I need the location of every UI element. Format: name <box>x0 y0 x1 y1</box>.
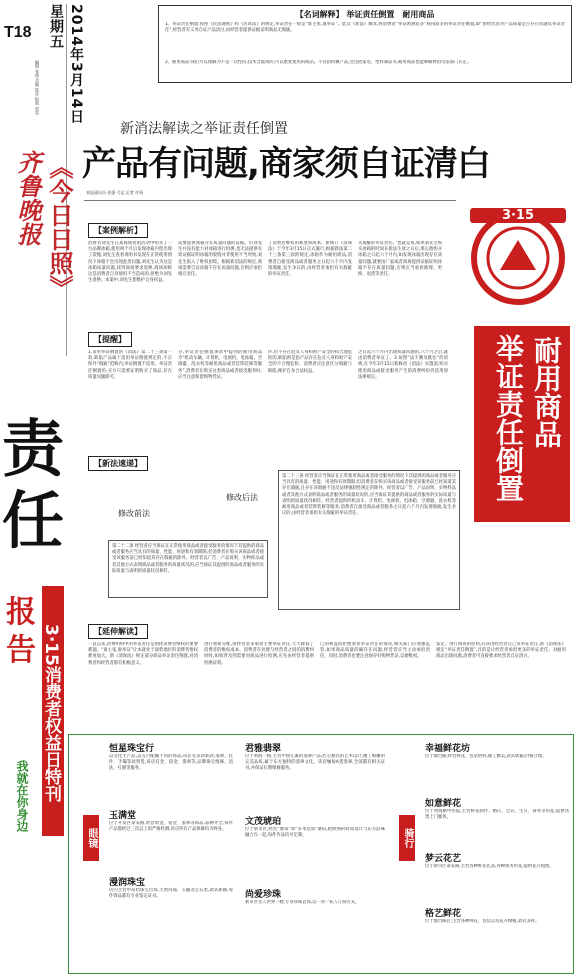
tag-glasses: 眼镜 <box>83 815 99 861</box>
headline-byline: 本报通讯员 张强 弓弘 记者 许妍 <box>86 190 144 195</box>
shop-10-name: 格艺鲜花 <box>425 909 462 919</box>
headline-rule <box>84 200 456 201</box>
ads-col-b <box>245 739 385 936</box>
section-reminder-label: 【提醒】 <box>88 332 132 347</box>
newspaper-brand: 齐鲁晚报 <box>13 150 42 246</box>
headline-kicker: 新消法解读之举证责任倒置 <box>120 121 288 137</box>
shop-10-text: 位于烟台路店,主营各种鲜花、包装以及花卉绿植,款式多样。 <box>425 919 540 924</box>
theme-banner <box>474 326 570 522</box>
shop-5-name: 文茂琥珀 <box>245 817 282 827</box>
reminder-col-1: 1.适用举证倒置的《消法》第二十三条第一款,缺陷产品属于适用举证倒置规定的,不在保外“瑕疵”范畴内,举证倒置不适用。举证责任倒置的,买方只需要证明购买了商品,存在质量问题即可。 <box>88 350 172 380</box>
case-col-4: 关瑕疵的举证责任。”也就是说,如果刘先生购买冰箱的时间在新法生效之日后,那么他购买冰箱之日起六个月内,如发现冰箱出现存在质量问题,就要由厂家或者商场提供证据证明冰箱不存在质量问题,否则应当承担修理、更换、退货等责任。 <box>358 241 442 278</box>
logo-315-text: 3·15 <box>470 208 566 223</box>
shop-4-text: 位于黄海一路,主营中国元素的翡翠产品,匠心独具的艺术设计,精工细雕的完美品质,属于东方独特的翡翠文化。该店缅甸A货翡翠,全部都有相关证书,并保证长期维修服务。 <box>245 754 385 772</box>
definition-para-1: 1、举证责任倒置:按照《民法通则》和《民诉法》的规定,举证责任一般是“谁主张,谁举证”。此次《新法》修改,将消费者“举证困难较多”耗钱较多的举证责任倒置,即“由经营者对产品质量是否存在问题负举证责任”,经营者有义务自证产品清白,由经营者提供证据证明商品无瑕疵。 <box>165 22 565 34</box>
before-law-box: 第二十二条 经营者应当保证在正常使用商品或者接受服务的情况下其提供的商品或者服务应当具有的质量、性能、用途和有效期限;但消费者在购买该商品或者接受该服务前已经知道其存在瑕疵的除外。经营者以广告、产品说明、实物样品或者其他方式表明商品或者服务的质量状况的,应当保证其提供的商品或者服务的实际质量与表明的质量状况相符。 <box>108 540 268 598</box>
label-after-law: 修改后法 <box>226 493 258 502</box>
shop-7-name: 幸福鲜花坊 <box>425 744 471 754</box>
special-title-3: 报 <box>6 595 36 630</box>
extended-col-4: 鉴定、进行调查的原则,应该由经营者自己负举证责任,新《消保法》规定“举证责任倒置”,目的是让经营者承担更多的举证责任。对耐用商品出现问题,消费者可直接要求经营者自证清白。 <box>436 642 566 660</box>
ads-col-a <box>109 739 233 932</box>
shop-2-name: 玉满堂 <box>109 811 137 821</box>
shop-1-name: 恒星珠宝行 <box>109 744 155 754</box>
ads-col-c <box>425 739 569 951</box>
special-edition-bar: 3·15消费者权益日特刊 <box>42 586 64 836</box>
section-case-label: 【案例解析】 <box>88 223 148 238</box>
section-newlaw-label: 【新法速递】 <box>88 456 148 471</box>
tag-riding: 骑行 <box>399 815 415 861</box>
case-col-1: 消费者刘先生在某商场促销活动中购买了一台品牌冰箱,使用两个月后发现冰箱内壁出现了裂缝,刘先生查看说明书发现在正常使用情况下冰箱不会出现此类问题,刘先生认为这是冰箱质量问题,找到商场要求退换,商场却称这是消费者自身使用不当造成的,拒绝为刘先生退换。本案中,刘先生想维护自身权益, <box>88 241 172 284</box>
shop-9-name: 梦云花艺 <box>425 854 462 864</box>
special-slogan: 我就在你身边 <box>15 760 29 832</box>
definition-para-2: 2、耐用商品:我们可以理解为不是一次性的,技术含量高的,可以重复使用的商品。不仅指机械产品,还包括家电、塑料制品等,耐用商品也能够解释由司法部门认定。 <box>165 60 472 65</box>
headline-title: 产品有问题,商家须自证清白 <box>82 144 490 184</box>
shop-7-text: 位于烟台路,经营鲜花、包装材料,做工精美,款式新颖,价格合理。 <box>425 754 547 759</box>
staff-credits: 编辑 张倩 美编 陆彦 组版 赵忠 <box>35 60 40 115</box>
shop-8-text: 位于黄海路中医院,主营鲜花制作、婚庆、会议、生日、商务等用花,提供送货上门服务。 <box>425 809 569 821</box>
label-before-law: 修改前法 <box>118 509 150 518</box>
shop-3-name: 漫润珠宝 <box>109 878 146 888</box>
case-col-3: 了消费者维权的难度和成本。新修订《消保法》于今年3月15日正式施行,根据新法第二十三条第三款的规定,冰箱作为耐用商品,消费者自接受商品或者服务之日起六个月内发现瑕疵,发生争议的,由经营者承担有关瑕疵的举证责任。 <box>268 241 352 278</box>
consumer-day-logo <box>470 210 566 306</box>
shop-8-name: 如意鲜花 <box>425 799 462 809</box>
definition-box <box>158 5 572 83</box>
theme-banner-line1: 耐用商品 <box>530 336 563 448</box>
shop-6-name: 尚爱珍珠 <box>245 890 282 900</box>
section-extended-label: 【延伸解读】 <box>88 624 148 639</box>
theme-banner-line2: 举证责任倒置 <box>492 334 525 502</box>
shop-1-text: 以文化生产品,以五行配戴不同的饰品,该店有多款新款,翡翠、挂件、手镯等款到货,该店有金、铂金、翡翠等,品牌珠宝维修、清洗、打磨等服务。 <box>109 754 233 772</box>
special-title-1: 责 <box>2 412 65 485</box>
special-title-4: 告 <box>6 633 36 668</box>
page-number: T18 <box>4 24 32 41</box>
extended-col-2: 进行重新分配,由经营者来承担主要举证责任,大大降低了消费者的维权成本。消费者在处理与经营者之间的消费纠纷时,如果涉及到需要对商品进行检测,应先由经营者提供检测证明。 <box>204 642 314 666</box>
after-law-box: 第二十三条 经营者应当保证在正常使用商品或者接受服务的情况下其提供的商品或者服务应当具有的质量、性能、用途和有效期限;但消费者在购买该商品或者接受该服务前已经知道其存在瑕疵,且存在该瑕疵不违反法律强制性规定的除外。经营者以广告、产品说明、实物样品或者其他方式表明商品或者服务的质量状况的,应当保证其提供的商品或者服务的实际质量与表明的质量状况相符。经营者提供的机动车、计算机、电视机、电冰箱、空调器、洗衣机等耐用商品或者装饰装修等服务,消费者自接受商品或者服务之日起六个月内发现瑕疵,发生争议的,由经营者承担有关瑕疵的举证责任。 <box>278 470 460 610</box>
shop-2-text: 位于开发区泰安路,经营黄金、铂金、翡翠等饰品,品种齐全,每件产品都经过三次以上的严格检测,该店所有产品保修均为终身。 <box>109 821 233 833</box>
extended-col-3: 已的利益而拒绝承担举证责任的情况,相关部门应加强监管,如果商品质量的确存在问题,经营者应当主动承担责任。同时,消费者也要注意保存好购物凭证,以便维权。 <box>320 642 430 660</box>
extended-col-1: 一直以来,消费纠纷中的举证责任是困扰消费者维权的重要难题。“谁主张,谁举证”让本就处于弱势地位的消费者维权难度加大。新《消保法》规定部分商品举证责任倒置,对消费者和经营者都有积极意义。 <box>88 642 198 666</box>
definition-heading: 【名词解释】 举证责任倒置 耐用商品 <box>295 10 435 19</box>
shop-3-text: 店内主营中高档珠宝首饰,天然玛瑙、玉髓等宝石类,款式新颖,每件饰品都有专业鉴定证书。 <box>109 888 233 900</box>
special-title-2: 任 <box>2 484 65 557</box>
reminder-col-4: 之日起六个月内出现质量问题的,六个月之后,就由消费者举证了。3.按照“法不溯及既往”的原则,在今年3月15日新修改《消法》实施前,购买使用商品或接受服务产生的消费纠纷仍适用原法律规定。 <box>358 350 448 380</box>
bottom-ads <box>68 734 574 974</box>
reminder-col-2: 分,举证责任倒置条款中提到的耐用商品为“机动车辆、计算机、电视机、电冰箱、空调器、洗衣机等耐用商品或者装饰装修等服务”,消费者在购买这类商品或者接受服务时,应当注意保留购物凭证。 <box>178 350 262 380</box>
shop-6-text: 新市区女人世界一楼,专业珍珠首饰,以一对一私人订制方式。 <box>245 900 360 905</box>
reminder-col-3: 件,但不存在危及人身和财产安全的和合理危险的,缺陷则是指产品存在危及人身和财产安全的不合理危险。消费者应注意区分瑕疵与缺陷,维护自身合法权益。 <box>268 350 352 374</box>
case-col-2: 需要提供冰箱存在质量问题的证据。但刘先生并没有能力对冰箱进行检测,也无法提供有效证据证明冰箱的裂缝并非使用不当所致,刘先生陷入了维权困境。根据新消法的规定,商场需要自证冰箱不存在质量问题,否则应承担相应责任。 <box>178 241 262 278</box>
shop-5-text: 位于新市区,经营“琥珀”和“多米尼加”琥珀,把欧洲的时尚设计与东方韵味融合在一起,每件作品均可定制。 <box>245 827 385 839</box>
shop-4-name: 君雅翡翠 <box>245 744 282 754</box>
edition-name: 《今日日照》 <box>45 155 73 299</box>
issue-date: 2014年3月14日 星期五 <box>48 4 84 125</box>
shop-9-text: 位于新市区泰安路,主营各种鲜花礼品,各种商务用花,提供花卉租摆。 <box>425 864 554 869</box>
